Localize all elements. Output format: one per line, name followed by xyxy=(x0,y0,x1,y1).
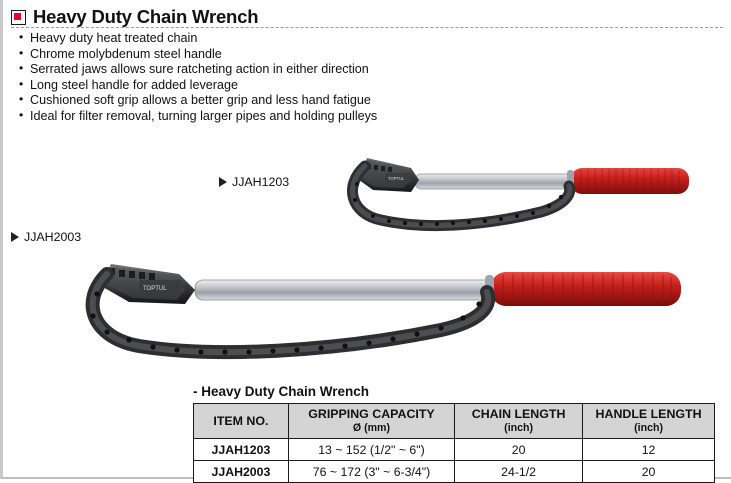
column-header-chain-length-main: CHAIN LENGTH xyxy=(471,407,566,421)
column-header-gripping-capacity xyxy=(288,404,454,439)
column-header-handle-length-main: HANDLE LENGTH xyxy=(595,407,702,421)
column-header-gripping-capacity-sub: Ø (mm) xyxy=(352,422,390,434)
triangle-pointer-icon xyxy=(219,177,227,187)
table-row xyxy=(194,461,715,483)
page-title xyxy=(11,6,258,28)
cell-item-no: JJAH2003 xyxy=(194,461,289,483)
column-header-chain-length xyxy=(455,404,583,439)
product-image-jjah1203 xyxy=(333,140,723,240)
square-bullet-icon xyxy=(11,10,26,25)
list-item: • Serrated jaws allows sure ratcheting action in either direction xyxy=(19,62,579,78)
callout-label: JJAH2003 xyxy=(24,230,82,244)
triangle-pointer-icon xyxy=(11,232,19,242)
list-item: • Ideal for filter removal, turning larger pipes and holding pulleys xyxy=(19,109,579,125)
svg-text:TOPTUL: TOPTUL xyxy=(388,176,405,181)
title-divider xyxy=(11,27,723,28)
cell-handle-length: 12 xyxy=(583,439,715,461)
list-item: • Long steel handle for added leverage xyxy=(19,78,579,94)
cell-item-no: JJAH1203 xyxy=(194,439,289,461)
cell-gripping-capacity: 76 ~ 172 (3" ~ 6-3/4") xyxy=(288,461,454,483)
list-item: • Heavy duty heat treated chain xyxy=(19,31,579,47)
cell-chain-length: 20 xyxy=(455,439,583,461)
table-header-row xyxy=(194,404,715,439)
column-header-gripping-capacity-main: GRIPPING CAPACITY xyxy=(308,407,435,421)
svg-text:TOPTUL: TOPTUL xyxy=(143,286,167,292)
column-header-handle-length-sub: (inch) xyxy=(634,422,663,434)
column-header-item-no-main: ITEM NO. xyxy=(213,414,269,428)
callout-label: JJAH1203 xyxy=(232,175,290,189)
page-title-text: Heavy Duty Chain Wrench xyxy=(33,6,259,27)
callout-jjah1203 xyxy=(219,175,289,189)
column-header-chain-length-sub: (inch) xyxy=(504,422,534,434)
callout-jjah2003 xyxy=(11,230,81,244)
list-item: • Cushioned soft grip allows a better grip and less hand fatigue xyxy=(19,93,579,109)
table-caption: - Heavy Duty Chain Wrench xyxy=(193,384,370,399)
cell-chain-length: 24-1/2 xyxy=(455,461,583,483)
cell-handle-length: 20 xyxy=(583,461,715,483)
feature-list xyxy=(19,31,579,125)
spec-table xyxy=(193,403,715,483)
column-header-handle-length xyxy=(583,404,715,439)
cell-gripping-capacity: 13 ~ 152 (1/2" ~ 6") xyxy=(288,439,454,461)
column-header-item-no xyxy=(194,404,289,439)
product-image-jjah2003 xyxy=(83,240,723,360)
table-row xyxy=(194,439,715,461)
list-item: • Chrome molybdenum steel handle xyxy=(19,47,579,63)
